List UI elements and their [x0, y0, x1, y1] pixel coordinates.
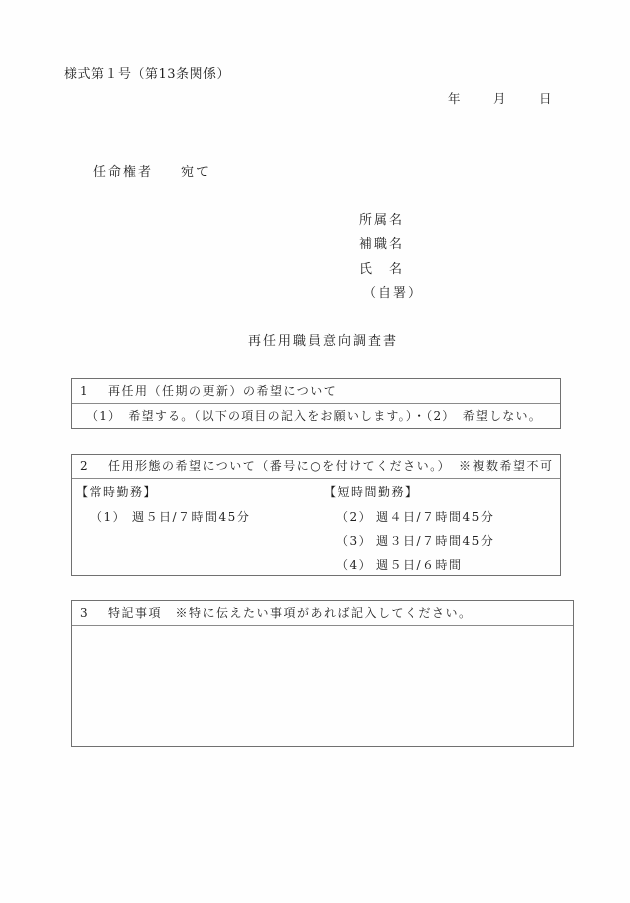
- option-3-number[interactable]: （3）: [336, 534, 373, 548]
- option-4-label: 週５日/６時間: [376, 558, 463, 572]
- option-2-number[interactable]: （2）: [336, 510, 373, 524]
- section-1-heading: 1 再任用（任期の更新）の希望について: [80, 384, 338, 398]
- option-1-label: 週５日/７時間45分: [132, 510, 251, 524]
- year-label: 年: [448, 91, 461, 106]
- section-2-header: [72, 455, 560, 479]
- addressee: [93, 166, 211, 179]
- section-1-box: [71, 378, 561, 429]
- option-3-label: 週３日/７時間45分: [376, 534, 495, 548]
- month-label: 月: [493, 91, 506, 106]
- section-3-box: [71, 600, 574, 747]
- affiliation-label: 所属名: [359, 213, 405, 228]
- section-3-header: [72, 601, 573, 626]
- fulltime-label: 【常時勤務】: [76, 485, 158, 499]
- option-2-label: 週４日/７時間45分: [376, 510, 495, 524]
- section-1-header: [72, 379, 560, 404]
- addressee-suffix: 宛て: [181, 165, 212, 180]
- option-4-number[interactable]: （4）: [336, 558, 373, 572]
- special-notes-field[interactable]: [72, 626, 573, 746]
- section-2-box: [71, 454, 561, 576]
- shorttime-label: 【短時間勤務】: [324, 485, 419, 499]
- signature-note: （自署）: [363, 286, 424, 301]
- section-2-note: ※複数希望不可: [459, 459, 554, 473]
- document-title: 再任用職員意向調査書: [248, 334, 399, 349]
- position-label: 補職名: [359, 237, 405, 252]
- section-1-options[interactable]: （1） 希望する。（以下の項目の記入をお願いします。）・（2） 希望しない。: [86, 409, 542, 423]
- day-label: 日: [539, 91, 552, 106]
- section-2-heading: 2 任用形態の希望について（番号に○を付けてください。）: [80, 459, 452, 473]
- name-label: 氏 名: [359, 262, 405, 277]
- appointer-label: 任命権者: [93, 165, 154, 180]
- option-1-number[interactable]: （1）: [90, 510, 127, 524]
- form-number: 様式第１号（第13条関係）: [64, 67, 231, 82]
- section-3-heading: 3 特記事項 ※特に伝えたい事項があれば記入してください。: [80, 606, 473, 620]
